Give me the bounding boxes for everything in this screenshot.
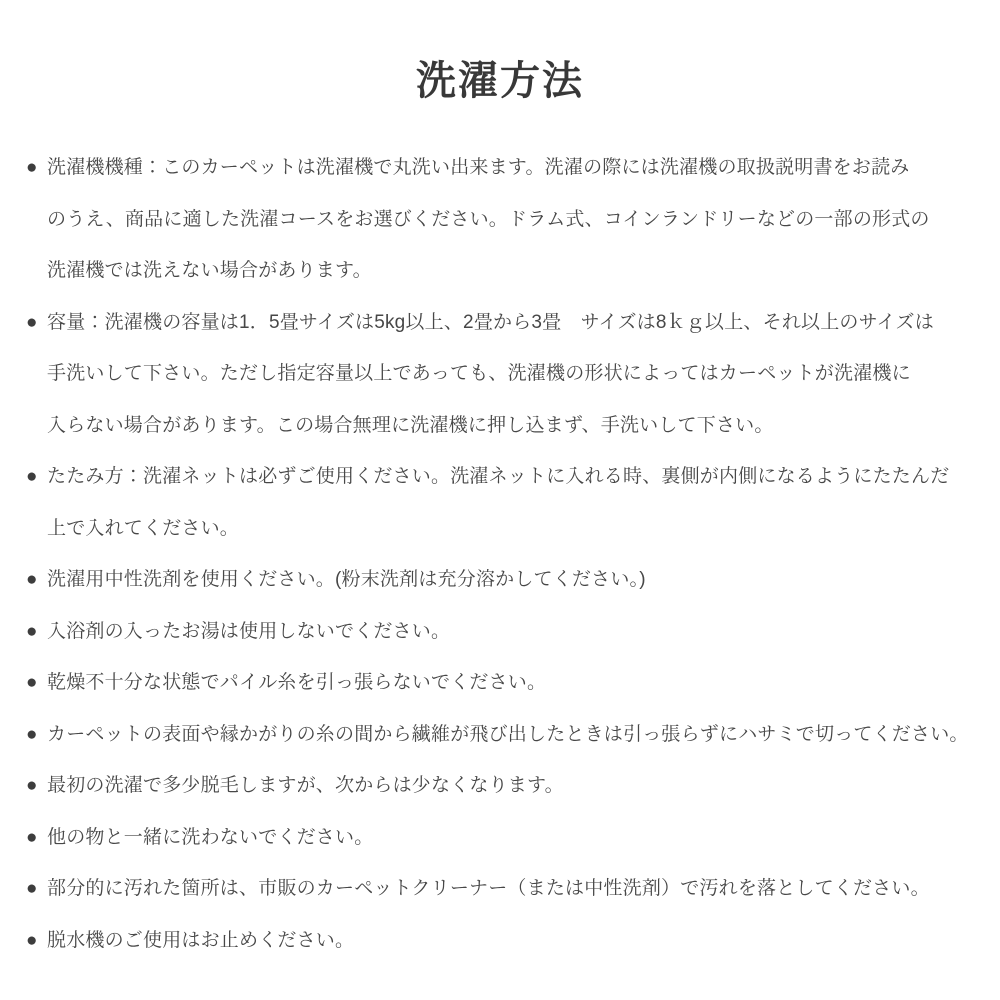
- list-item: [26, 297, 982, 452]
- list-item-line: 乾燥不十分な状態でパイル糸を引っ張らないでください。: [47, 672, 547, 693]
- list-item-continuation-line: 上で入れてください。: [47, 517, 240, 539]
- list-item-continuation-line: 手洗いして下さい。ただし指定容量以上であっても、洗濯機の形状によってはカーペットが洗濯機に: [47, 363, 911, 384]
- bullet-icon: ●: [26, 157, 38, 178]
- list-item-continuation-line: 入らない場合があります。この場合無理に洗濯機に押し込まず、手洗いして下さい。: [47, 414, 774, 436]
- list-item-line: 洗濯機機種：このカーペットは洗濯機で丸洗い出来ます。洗濯の際には洗濯機の取扱説明書をお読み: [47, 157, 910, 178]
- list-item: [26, 142, 982, 297]
- list-item-line: 部分的に汚れた箇所は、市販のカーペットクリーナー（または中性洗剤）で汚れを落としてください。: [47, 878, 930, 899]
- list-item: [26, 709, 982, 761]
- care-instructions-list: [0, 142, 1000, 966]
- list-item: [26, 554, 982, 606]
- list-item-continuation-line: 洗濯機では洗えない場合があります。: [47, 260, 372, 281]
- list-item-line: 最初の洗濯で多少脱毛しますが、次からは少なくなります。: [47, 775, 564, 796]
- bullet-icon: ●: [26, 723, 38, 745]
- bullet-icon: ●: [26, 620, 38, 642]
- list-item: [26, 863, 982, 915]
- page-title: 洗濯方法: [416, 59, 584, 103]
- list-item-continuation-line: のうえ、商品に適した洗濯コースをお選びください。ドラム式、コインランドリーなどの一部の形式の: [47, 208, 930, 230]
- bullet-icon: ●: [26, 826, 38, 848]
- list-item: [26, 451, 982, 554]
- list-item: [26, 657, 982, 709]
- list-item-line: 脱水機のご使用はお止めください。: [47, 929, 355, 951]
- bullet-icon: ●: [26, 569, 38, 590]
- bullet-icon: ●: [26, 929, 38, 951]
- bullet-icon: ●: [26, 466, 38, 487]
- list-item-line: 入浴剤の入ったお湯は使用しないでください。: [47, 620, 451, 642]
- bullet-icon: ●: [26, 775, 38, 796]
- bullet-icon: ●: [26, 878, 38, 899]
- list-item: [26, 915, 982, 967]
- list-item-line: カーペットの表面や縁かがりの糸の間から繊維が飛び出したときは引っ張らずにハサミで切ってください。: [47, 723, 969, 745]
- bullet-icon: ●: [26, 672, 38, 693]
- list-item: [26, 812, 982, 864]
- bullet-icon: ●: [26, 311, 38, 333]
- list-item: [26, 760, 982, 812]
- list-item-line: 容量：洗濯機の容量は1．5畳サイズは5kg以上、2畳から3畳 サイズは8ｋｇ以上、それ以上のサイズは: [47, 311, 934, 333]
- list-item: [26, 606, 982, 658]
- list-item-line: 洗濯用中性洗剤を使用ください。(粉末洗剤は充分溶かしてください。): [47, 569, 646, 590]
- list-item-line: 他の物と一緒に洗わないでください。: [47, 826, 374, 848]
- list-item-line: たたみ方：洗濯ネットは必ずご使用ください。洗濯ネットに入れる時、裏側が内側になるようにたたんだ: [47, 466, 950, 487]
